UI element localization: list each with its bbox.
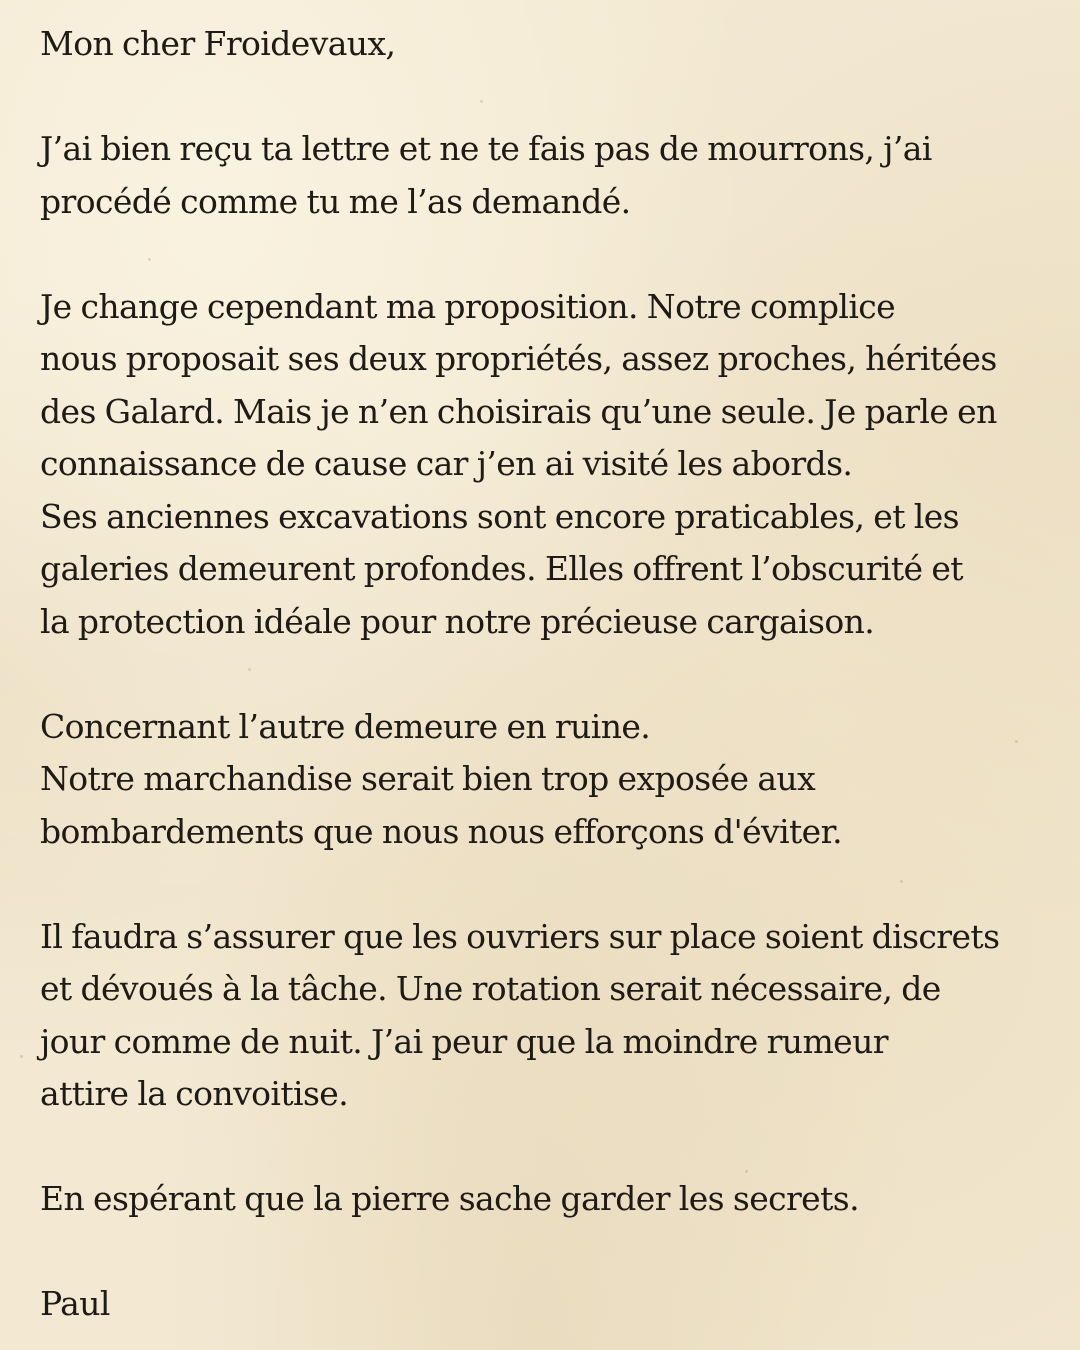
paragraph-gap xyxy=(40,228,1050,281)
text-line: bombardements que nous nous efforçons d'éviter. xyxy=(40,811,843,851)
paragraph-gap xyxy=(40,648,1050,701)
text-line: J’ai bien reçu ta lettre et ne te fais pas de mourrons, j’ai xyxy=(40,129,932,168)
paragraph-gap xyxy=(40,858,1050,911)
paragraph-1 xyxy=(40,123,1050,228)
text-line: nous proposait ses deux propriétés, assez proches, héritées xyxy=(40,339,997,378)
text-line: Je change cependant ma proposition. Notre complice xyxy=(40,286,896,326)
paper-speck xyxy=(20,1055,23,1058)
text-line: Ses anciennes excavations sont encore praticables, et les xyxy=(40,496,959,536)
text-line: Concernant l’autre demeure en ruine. xyxy=(40,706,651,746)
signature: Paul xyxy=(40,1284,110,1323)
paragraph-gap xyxy=(40,71,1050,124)
text-line: connaissance de cause car j’en ai visité les abords. xyxy=(40,444,853,483)
text-line: des Galard. Mais je n’en choisirais qu’une seule. Je parle en xyxy=(40,391,997,431)
letter-body xyxy=(40,18,1050,1331)
paragraph-gap xyxy=(40,1226,1050,1279)
salutation: Mon cher Froidevaux, xyxy=(40,24,396,63)
text-line: procédé comme tu me l’as demandé. xyxy=(40,181,631,221)
text-line: Notre marchandise serait bien trop exposée aux xyxy=(40,759,816,798)
text-line: et dévoués à la tâche. Une rotation serait nécessaire, de xyxy=(40,969,941,1008)
text-line: Il faudra s’assurer que les ouvriers sur place soient discrets xyxy=(40,916,1000,956)
text-line: la protection idéale pour notre précieuse cargaison. xyxy=(40,601,875,641)
text-line: attire la convoitise. xyxy=(40,1074,349,1113)
closing-line: En espérant que la pierre sache garder les secrets. xyxy=(40,1179,859,1218)
paragraph-4 xyxy=(40,911,1050,1121)
paragraph-3 xyxy=(40,701,1050,859)
text-line: galeries demeurent profondes. Elles offrent l’obscurité et xyxy=(40,549,963,588)
paragraph-2 xyxy=(40,281,1050,649)
paragraph-gap xyxy=(40,1121,1050,1174)
text-line: jour comme de nuit. J’ai peur que la moindre rumeur xyxy=(40,1021,888,1061)
